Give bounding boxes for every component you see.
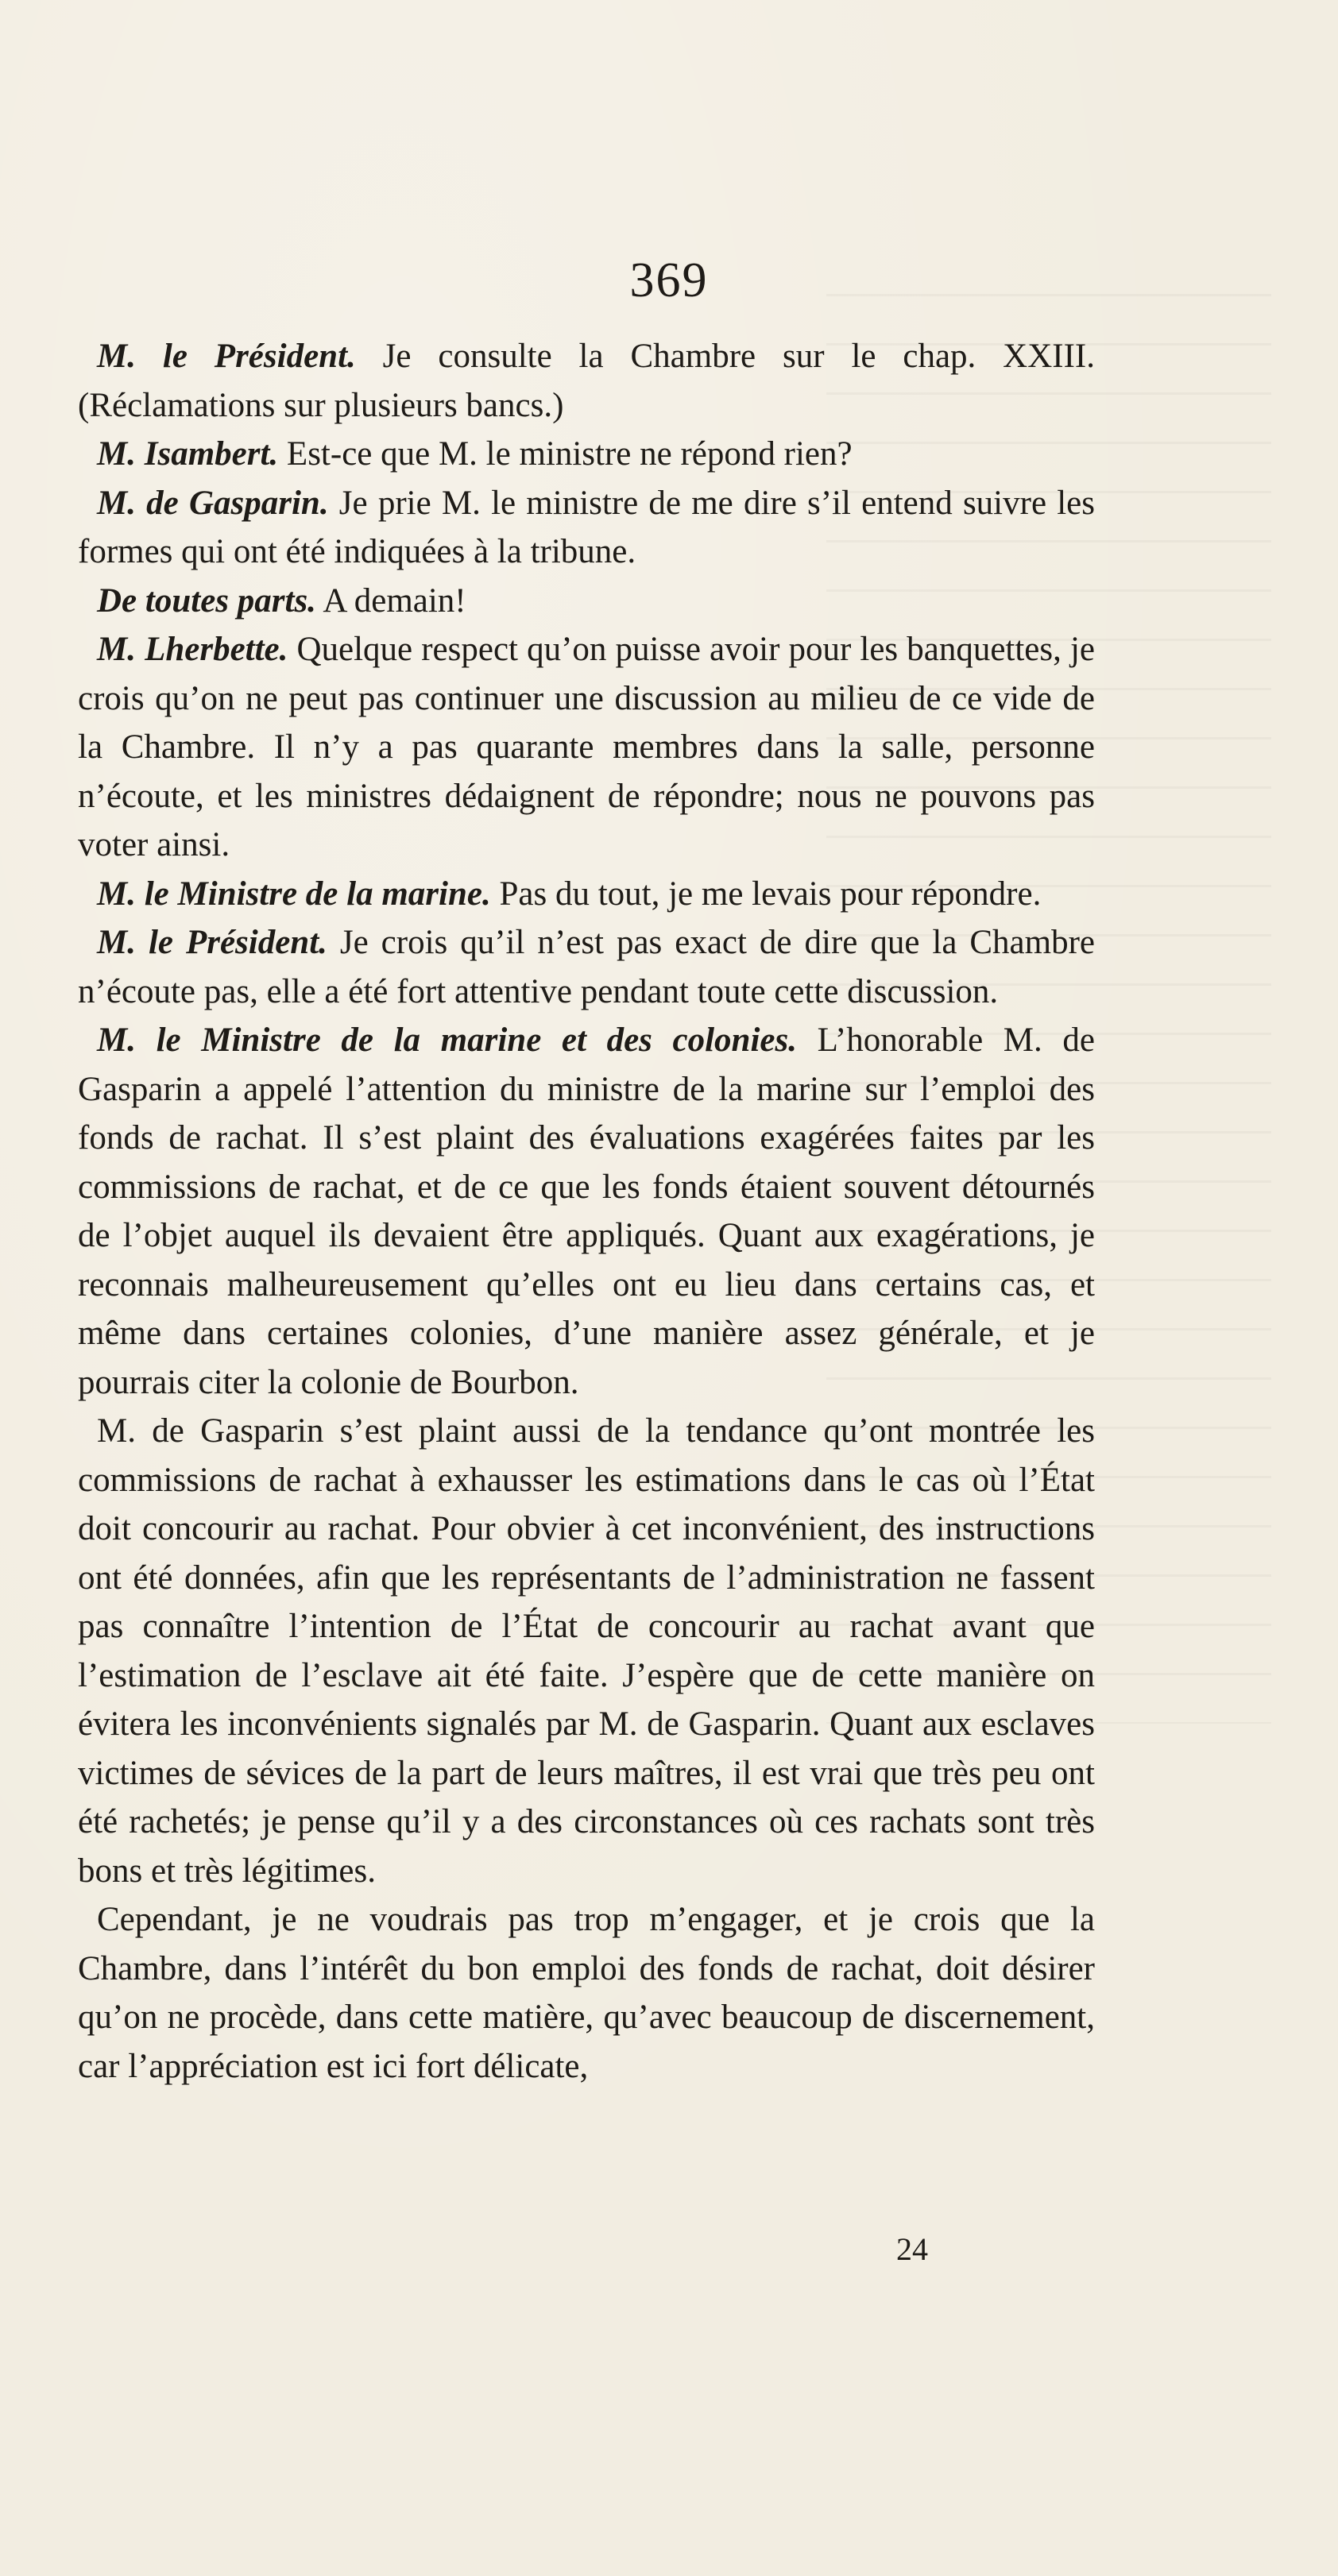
speaker-label: M. le Président. [97, 338, 356, 375]
paragraph-continuation-1 [78, 1407, 1095, 1895]
speech-text: Je crois qu’il n’est pas exact de dire que la Chambre n’écoute pas, elle a été fort attentive pendant toute cette discussion. [78, 924, 1095, 1010]
signature-mark: 24 [896, 2231, 928, 2267]
paragraph-president-2 [78, 918, 1095, 1016]
speaker-label: M. Lherbette. [97, 631, 288, 668]
paragraph-toutes-parts [78, 577, 1095, 626]
body-text [78, 332, 1095, 2091]
paragraph-continuation-2 [78, 1895, 1095, 2091]
speech-text: L’honorable M. de Gasparin a appelé l’attention du ministre de la marine sur l’emploi des fonds de rachat. Il s’est plaint des évaluations exagérées faites par les commissions de rachat, et de ce que les fonds étaient souvent détournés de l’objet auquel ils devaient être appliqués. Quant aux exagérations, je reconnais malheureusement qu’elles ont eu lieu dans certains cas, et même dans certaines colonies, d’une manière assez générale, et je pourrais citer la colonie de Bourbon. [78, 1022, 1095, 1401]
page-number: 369 [629, 253, 709, 307]
speaker-label: M. le Président. [97, 924, 327, 961]
speech-text: Je consulte la Chambre sur le chap. XXIII. (Réclamations sur plusieurs bancs.) [78, 338, 1095, 424]
speaker-label: De toutes parts. [97, 581, 316, 620]
speaker-label: M. Isambert. [97, 435, 279, 473]
speech-text: Je prie M. le ministre de me dire s’il entend suivre les formes qui ont été indiquées à la tribune. [78, 484, 1096, 570]
speech-text: A demain! [315, 581, 466, 620]
speech-text: M. de Gasparin s’est plaint aussi de la tendance qu’ont montrée les commissions de rachat à exhausser les estimations dans le cas où l’État doit concourir au rachat. Pour obvier à cet inconvénient, des instructions ont été données, afin que les représentants de l’administration ne fassent pas connaître l’intention de l’État de concourir au rachat avant que l’estimation de l’esclave ait été faite. J’espère que de cette manière on évitera les inconvénients signalés par M. de Gasparin. Quant aux esclaves victimes de sévices de la part de leurs maîtres, il est vrai que très peu ont été rachetés; je pense qu’il y a des circonstances où ces rachats sont très bons et très légitimes. [78, 1412, 1095, 1890]
paragraph-gasparin [78, 479, 1095, 577]
paragraph-lherbette [78, 625, 1095, 870]
speech-text: Est-ce que M. le ministre ne répond rien? [278, 435, 853, 473]
speech-text: Quelque respect qu’on puisse avoir pour les banquettes, je crois qu’on ne peut pas continuer une discussion au milieu de ce vide de la Chambre. Il n’y a pas quarante membres dans la salle, personne n’écoute, et les ministres dédaignent de répondre; nous ne pouvons pas voter ainsi. [78, 631, 1095, 863]
paragraph-ministre-marine [78, 870, 1095, 919]
paragraph-president-1 [78, 332, 1095, 430]
speaker-label: M. de Gasparin. [97, 484, 329, 522]
speaker-label: M. le Ministre de la marine et des colonies. [97, 1022, 797, 1059]
speaker-label: M. le Ministre de la marine. [97, 875, 491, 913]
paragraph-isambert [78, 430, 1095, 479]
speech-text: Pas du tout, je me levais pour répondre. [490, 875, 1042, 913]
paragraph-ministre-colonies [78, 1016, 1095, 1407]
speech-text: Cependant, je ne voudrais pas trop m’engager, et je crois que la Chambre, dans l’intérêt du bon emploi des fonds de rachat, doit désirer qu’on ne procède, dans cette matière, qu’avec beaucoup de discernement, car l’appréciation est ici fort délicate, [78, 1901, 1095, 2085]
